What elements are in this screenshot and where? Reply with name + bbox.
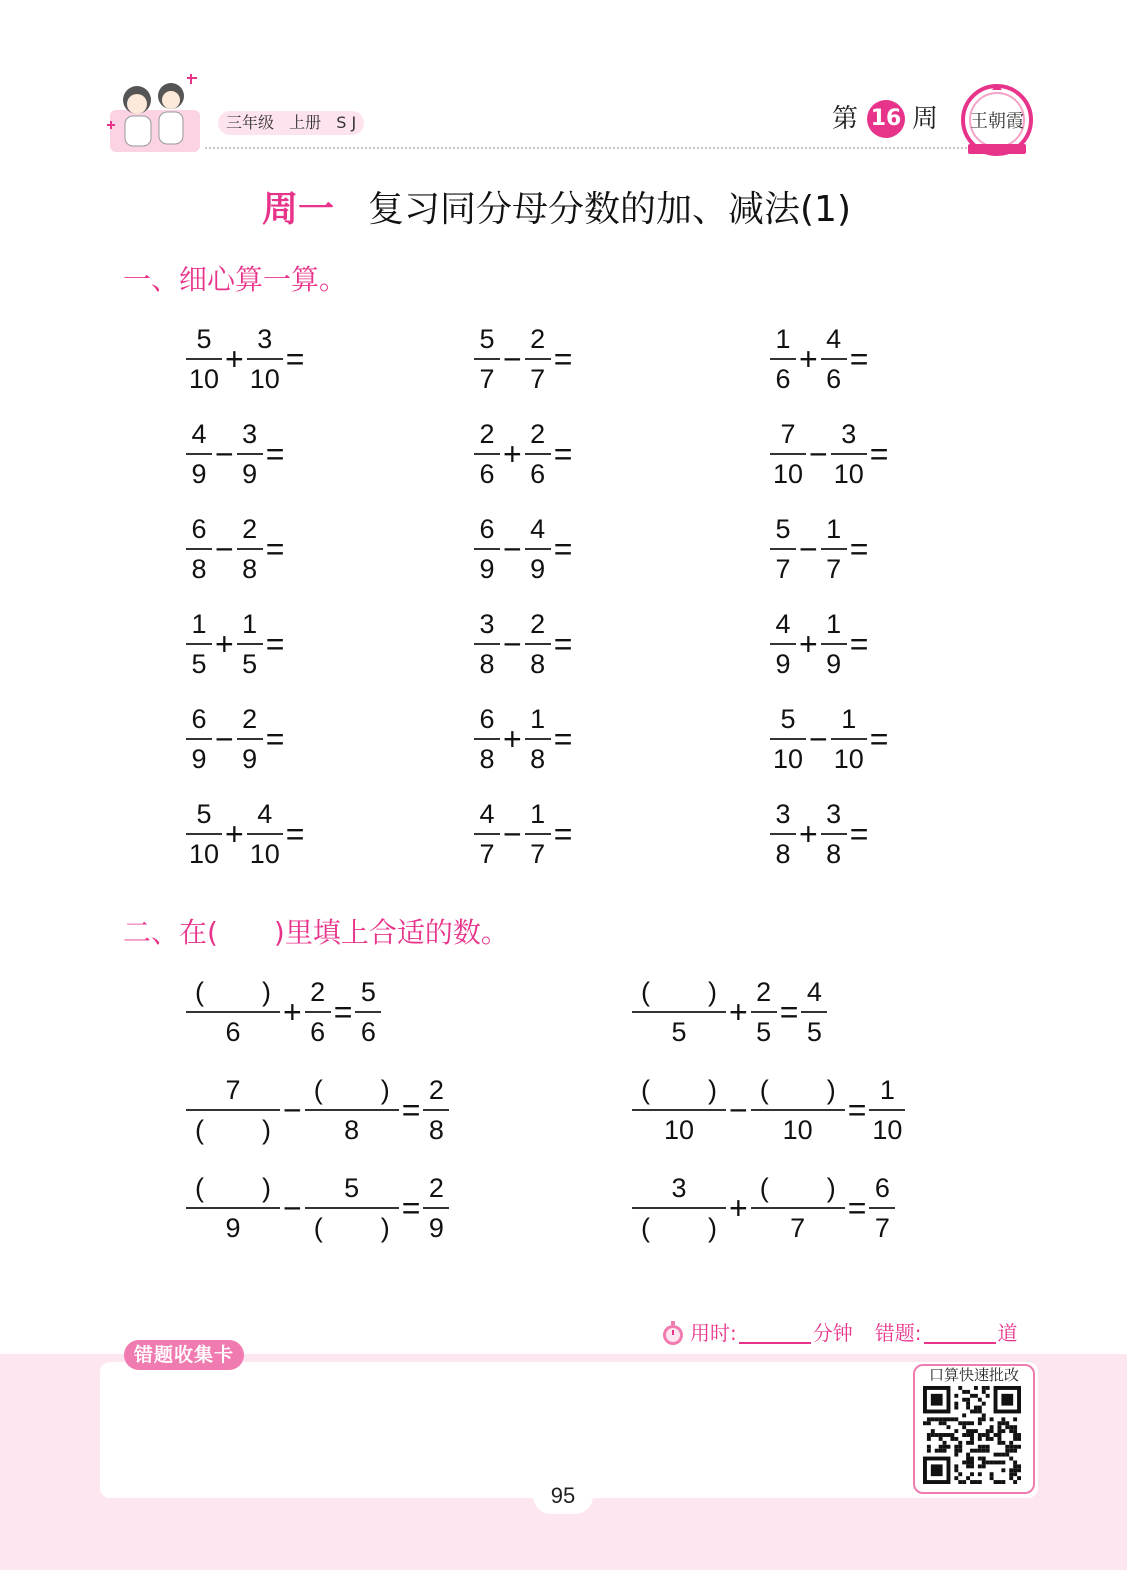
denominator: 6: [525, 453, 551, 491]
numerator: 2: [479, 419, 495, 449]
volume-label: 上册: [289, 113, 322, 132]
week-prefix: 第: [832, 104, 859, 134]
numerator: 7: [780, 419, 796, 449]
denominator: 8: [474, 643, 500, 681]
fraction-problem: [186, 1171, 449, 1245]
denominator[interactable]: [632, 1207, 726, 1245]
blank-close-paren: ): [708, 977, 717, 1007]
week-number-badge: 16: [867, 100, 905, 138]
error-collection-card-label: 错题收集卡: [124, 1340, 244, 1370]
operator: +: [729, 1190, 748, 1226]
fraction-problem: [474, 512, 575, 586]
fraction: [869, 1171, 895, 1245]
denominator: 8: [305, 1109, 399, 1147]
numerator: 1: [530, 799, 546, 829]
blank-open-paren: (: [641, 1075, 650, 1105]
blank-open-paren: (: [195, 1115, 204, 1145]
numerator: 2: [530, 324, 546, 354]
numerator: 2: [310, 977, 326, 1007]
answer-blank[interactable]: [754, 1073, 842, 1107]
fraction-problem: [770, 417, 891, 491]
blank-close-paren: ): [262, 977, 271, 1007]
fraction: [423, 1171, 449, 1245]
equals-sign: =: [849, 626, 869, 662]
fraction: [474, 607, 500, 681]
svg-text:王朝霞: 王朝霞: [970, 111, 1024, 132]
fraction: [186, 417, 212, 491]
equals-sign: =: [847, 1092, 867, 1128]
numerator: 5: [344, 1173, 360, 1203]
denominator: 8: [186, 548, 212, 586]
fraction: [831, 702, 867, 776]
fraction: [632, 1073, 726, 1147]
operator: +: [799, 626, 818, 662]
denominator: 8: [237, 548, 263, 586]
operator: −: [809, 721, 828, 757]
equals-sign: =: [285, 341, 305, 377]
blank-close-paren: ): [708, 1075, 717, 1105]
equals-sign: =: [849, 816, 869, 852]
numerator: 2: [530, 609, 546, 639]
denominator: 7: [770, 548, 796, 586]
fraction-problem: [770, 702, 891, 776]
operator: −: [215, 436, 234, 472]
numerator: 5: [196, 799, 212, 829]
fraction: [237, 417, 263, 491]
denominator: 10: [247, 833, 283, 871]
blank-open-paren: (: [759, 1173, 769, 1203]
fraction: [186, 322, 222, 396]
denominator: 8: [423, 1109, 449, 1147]
equals-sign: =: [553, 531, 573, 567]
fraction: [770, 607, 796, 681]
denominator: 9: [237, 453, 263, 491]
section2-heading: 二、在( )里填上合适的数。: [123, 916, 509, 949]
operator: −: [215, 721, 234, 757]
numerator[interactable]: [305, 1073, 399, 1109]
numerator: 5: [775, 514, 791, 544]
fraction-problem: [186, 975, 381, 1049]
answer-blank[interactable]: [635, 975, 723, 1009]
answer-blank[interactable]: [308, 1211, 396, 1245]
denominator: 10: [831, 738, 867, 776]
fraction-problem: [474, 417, 575, 491]
fraction: [186, 975, 280, 1049]
operator: −: [503, 626, 522, 662]
operator: −: [503, 341, 522, 377]
blank-close-paren: ): [708, 1213, 717, 1243]
fraction-problem: [770, 607, 871, 681]
numerator[interactable]: [632, 1073, 726, 1109]
title-day: 周一: [262, 189, 335, 230]
equals-sign: =: [265, 436, 285, 472]
header-divider: [205, 147, 975, 149]
denominator: 9: [237, 738, 263, 776]
denominator: 7: [821, 548, 847, 586]
numerator: 3: [841, 419, 857, 449]
numerator: 3: [242, 419, 258, 449]
blank-open-paren: (: [195, 1173, 204, 1203]
numerator: 6: [191, 514, 207, 544]
fraction: [186, 797, 222, 871]
title-topic: 复习同分母分数的加、减法(1): [368, 189, 852, 230]
answer-blank[interactable]: [635, 1073, 723, 1107]
blank-close-paren: ): [380, 1213, 390, 1243]
numerator: 5: [479, 324, 495, 354]
blank-open-paren: (: [641, 1213, 650, 1243]
numerator: 4: [257, 799, 273, 829]
errors-unit: 道: [997, 1321, 1018, 1345]
fraction: [474, 322, 500, 396]
equals-sign: =: [553, 816, 573, 852]
denominator: 9: [423, 1207, 449, 1245]
equals-sign: =: [553, 721, 573, 757]
time-label: 用时:: [690, 1321, 737, 1345]
fraction: [751, 1073, 845, 1147]
operator: −: [283, 1190, 302, 1226]
fraction: [801, 975, 827, 1049]
numerator: 1: [530, 704, 546, 734]
errors-input-line[interactable]: [924, 1322, 996, 1344]
fraction: [474, 702, 500, 776]
denominator: 5: [237, 643, 263, 681]
children-illustration: [105, 70, 205, 155]
fraction-problem: [186, 322, 307, 396]
denominator: 10: [869, 1109, 905, 1147]
denominator: 6: [821, 358, 847, 396]
numerator: 7: [225, 1075, 241, 1105]
denominator: 10: [770, 738, 806, 776]
numerator: 6: [874, 1173, 890, 1203]
fraction: [305, 1073, 399, 1147]
denominator: 10: [831, 453, 867, 491]
grade-info: [218, 111, 364, 135]
numerator[interactable]: [751, 1171, 845, 1207]
denominator: 5: [186, 643, 212, 681]
fraction: [821, 797, 847, 871]
edition-label: S J: [336, 113, 357, 132]
operator: −: [799, 531, 818, 567]
fraction: [770, 702, 806, 776]
numerator: 6: [479, 514, 495, 544]
denominator: 9: [474, 548, 500, 586]
denominator: 8: [525, 643, 551, 681]
denominator: 6: [186, 1011, 280, 1049]
denominator: 8: [525, 738, 551, 776]
equals-sign: =: [847, 1190, 867, 1226]
time-unit: 分钟: [812, 1321, 853, 1345]
fraction: [751, 975, 777, 1049]
operator: +: [225, 341, 244, 377]
equals-sign: =: [553, 341, 573, 377]
numerator: 3: [479, 609, 495, 639]
fraction: [525, 607, 551, 681]
fraction-problem: [186, 702, 287, 776]
numerator: 4: [191, 419, 207, 449]
numerator: 1: [879, 1075, 895, 1105]
fraction: [632, 975, 726, 1049]
equals-sign: =: [265, 626, 285, 662]
errors-label: 错题:: [874, 1321, 922, 1345]
blank-close-paren: ): [262, 1115, 271, 1145]
fraction: [632, 1171, 726, 1245]
fraction: [821, 322, 847, 396]
numerator: 6: [479, 704, 495, 734]
fraction: [751, 1171, 845, 1245]
equals-sign: =: [285, 816, 305, 852]
fraction-problem: [770, 512, 871, 586]
answer-blank[interactable]: [308, 1073, 396, 1107]
numerator: 4: [826, 324, 842, 354]
answer-blank[interactable]: [754, 1171, 842, 1205]
denominator: 8: [821, 833, 847, 871]
numerator: 2: [242, 514, 258, 544]
denominator: 9: [770, 643, 796, 681]
denominator: 5: [751, 1011, 777, 1049]
numerator: 3: [671, 1173, 687, 1203]
fraction-problem: [474, 702, 575, 776]
denominator: 10: [770, 453, 806, 491]
equals-sign: =: [869, 721, 889, 757]
equals-sign: =: [401, 1092, 421, 1128]
fraction: [831, 417, 867, 491]
fraction: [186, 702, 212, 776]
denominator: 6: [305, 1011, 331, 1049]
numerator: 1: [826, 514, 842, 544]
operator: +: [503, 721, 522, 757]
blank-close-paren: ): [380, 1075, 390, 1105]
fraction: [525, 512, 551, 586]
numerator: 2: [428, 1173, 444, 1203]
denominator: 7: [751, 1207, 845, 1245]
fraction: [474, 417, 500, 491]
fraction: [186, 1073, 280, 1147]
operator: −: [215, 531, 234, 567]
denominator: 7: [525, 833, 551, 871]
denominator: 5: [632, 1011, 726, 1049]
fraction-problem: [186, 1073, 449, 1147]
equals-sign: =: [265, 721, 285, 757]
numerator: 5: [780, 704, 796, 734]
numerator[interactable]: [186, 975, 280, 1011]
denominator: 9: [186, 738, 212, 776]
fraction: [474, 797, 500, 871]
operator: −: [729, 1092, 748, 1128]
denominator: 8: [474, 738, 500, 776]
equals-sign: =: [401, 1190, 421, 1226]
answer-blank[interactable]: [189, 1113, 277, 1147]
fraction-problem: [186, 797, 307, 871]
numerator: 2: [428, 1075, 444, 1105]
blank-open-paren: (: [313, 1213, 323, 1243]
fraction: [770, 322, 796, 396]
operator: +: [225, 816, 244, 852]
fraction: [237, 512, 263, 586]
page-number: 95: [533, 1478, 593, 1514]
fraction: [525, 702, 551, 776]
numerator: 2: [756, 977, 772, 1007]
blank-open-paren: (: [313, 1075, 323, 1105]
numerator: 2: [242, 704, 258, 734]
denominator: 7: [474, 358, 500, 396]
denominator: 9: [186, 1207, 280, 1245]
week-suffix: 周: [912, 104, 939, 134]
brand-seal-logo: [958, 80, 1036, 160]
fraction-problem: [474, 322, 575, 396]
numerator: 1: [191, 609, 207, 639]
fraction: [525, 797, 551, 871]
numerator: 3: [826, 799, 842, 829]
numerator[interactable]: [186, 1171, 280, 1207]
equals-sign: =: [849, 531, 869, 567]
fraction: [821, 512, 847, 586]
denominator: 7: [869, 1207, 895, 1245]
equals-sign: =: [553, 626, 573, 662]
equals-sign: =: [265, 531, 285, 567]
denominator: 7: [525, 358, 551, 396]
denominator: 6: [355, 1011, 381, 1049]
denominator: 10: [186, 833, 222, 871]
answer-blank[interactable]: [635, 1211, 723, 1245]
operator: −: [809, 436, 828, 472]
section1-heading: 一、细心算一算。: [123, 263, 348, 296]
numerator: 5: [360, 977, 376, 1007]
denominator: 10: [186, 358, 222, 396]
answer-blank[interactable]: [189, 975, 277, 1009]
fraction: [305, 975, 331, 1049]
equals-sign: =: [333, 994, 353, 1030]
grade-label: 三年级: [226, 113, 275, 132]
fraction-problem: [186, 512, 287, 586]
denominator: 9: [821, 643, 847, 681]
numerator: 1: [826, 609, 842, 639]
numerator: 3: [775, 799, 791, 829]
answer-blank[interactable]: [189, 1171, 277, 1205]
fraction: [423, 1073, 449, 1147]
denominator: 9: [186, 453, 212, 491]
denominator: 10: [751, 1109, 845, 1147]
numerator: 4: [806, 977, 822, 1007]
fraction: [770, 512, 796, 586]
blank-close-paren: ): [262, 1173, 271, 1203]
fraction: [821, 607, 847, 681]
fraction: [770, 417, 806, 491]
equals-sign: =: [869, 436, 889, 472]
denominator: 10: [247, 358, 283, 396]
fraction-problem: [770, 797, 871, 871]
operator: +: [215, 626, 234, 662]
numerator[interactable]: [632, 975, 726, 1011]
fraction-problem: [632, 1171, 895, 1245]
denominator: 10: [632, 1109, 726, 1147]
numerator[interactable]: [751, 1073, 845, 1109]
operator: −: [503, 531, 522, 567]
fraction-problem: [770, 322, 871, 396]
operator: +: [799, 341, 818, 377]
numerator: 4: [530, 514, 546, 544]
numerator: 3: [257, 324, 273, 354]
stopwatch-icon: [660, 1320, 686, 1346]
fraction: [355, 975, 381, 1049]
operator: +: [503, 436, 522, 472]
denominator: 6: [770, 358, 796, 396]
blank-close-paren: ): [826, 1173, 836, 1203]
denominator: 9: [525, 548, 551, 586]
operator: −: [283, 1092, 302, 1128]
fraction: [186, 512, 212, 586]
fraction: [186, 1171, 280, 1245]
fraction: [237, 702, 263, 776]
fraction-problem: [186, 417, 287, 491]
page-title: [262, 186, 851, 234]
qr-caption: 口算快速批改: [928, 1366, 1019, 1384]
denominator[interactable]: [186, 1109, 280, 1147]
qr-code-icon[interactable]: [923, 1386, 1021, 1484]
fraction: [247, 797, 283, 871]
numerator: 1: [242, 609, 258, 639]
denominator: 7: [474, 833, 500, 871]
time-error-record: [660, 1318, 1018, 1348]
fraction-problem: [474, 607, 575, 681]
operator: +: [729, 994, 748, 1030]
equals-sign: =: [849, 341, 869, 377]
fraction: [770, 797, 796, 871]
operator: −: [503, 816, 522, 852]
numerator: 1: [841, 704, 857, 734]
blank-open-paren: (: [759, 1075, 769, 1105]
fraction: [247, 322, 283, 396]
operator: +: [799, 816, 818, 852]
time-input-line[interactable]: [739, 1322, 811, 1344]
numerator: 4: [775, 609, 791, 639]
fraction: [474, 512, 500, 586]
denominator: 5: [801, 1011, 827, 1049]
numerator: 6: [191, 704, 207, 734]
equals-sign: =: [553, 436, 573, 472]
equals-sign: =: [779, 994, 799, 1030]
fraction-problem: [186, 607, 287, 681]
blank-open-paren: (: [195, 977, 204, 1007]
fraction-problem: [632, 975, 827, 1049]
fraction: [186, 607, 212, 681]
fraction: [305, 1171, 399, 1245]
blank-open-paren: (: [641, 977, 650, 1007]
numerator: 2: [530, 419, 546, 449]
numerator: 1: [775, 324, 791, 354]
fraction-problem: [632, 1073, 905, 1147]
fraction: [525, 417, 551, 491]
fraction: [869, 1073, 905, 1147]
blank-close-paren: ): [826, 1075, 836, 1105]
fraction: [237, 607, 263, 681]
operator: +: [283, 994, 302, 1030]
numerator: 4: [479, 799, 495, 829]
fraction: [525, 322, 551, 396]
denominator[interactable]: [305, 1207, 399, 1245]
denominator: 8: [770, 833, 796, 871]
denominator: 6: [474, 453, 500, 491]
numerator: 5: [196, 324, 212, 354]
fraction-problem: [474, 797, 575, 871]
